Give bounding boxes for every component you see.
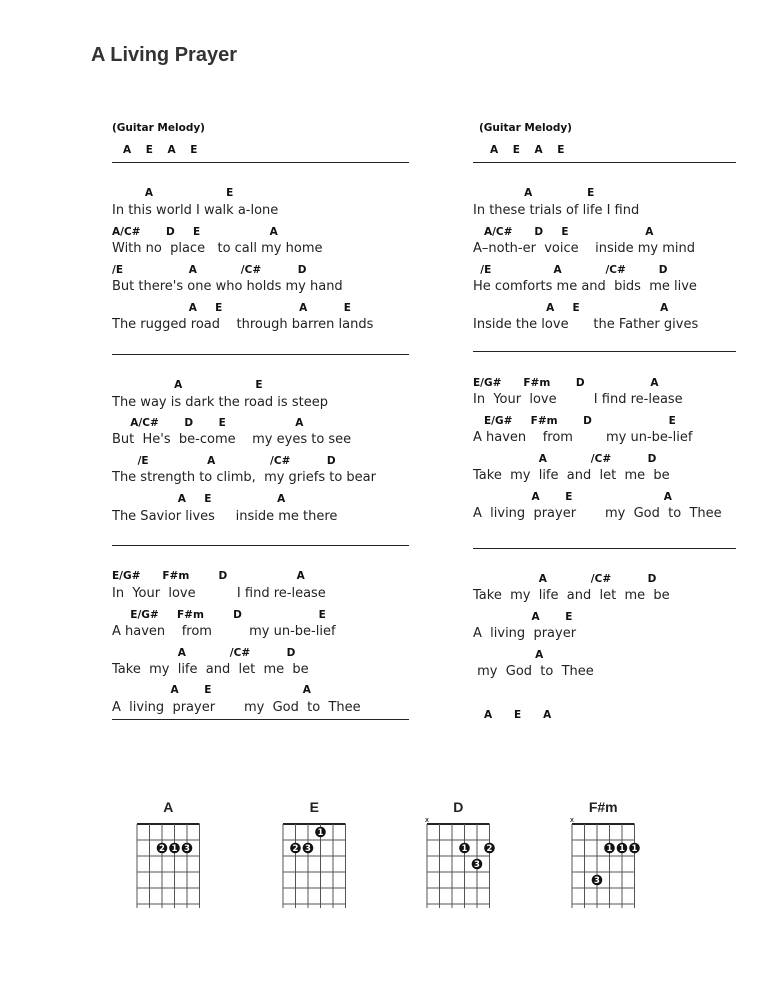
section-label: (Guitar Melody) bbox=[479, 122, 572, 134]
lyric-line: But He's be-come my eyes to see bbox=[112, 432, 352, 447]
chord-line: E/G# F#m D E bbox=[473, 415, 676, 427]
section-label: (Guitar Melody) bbox=[112, 122, 205, 134]
chord-line: A/C# D E A bbox=[112, 226, 278, 238]
divider bbox=[473, 351, 736, 352]
page-title: A Living Prayer bbox=[91, 44, 237, 66]
chord-diagram-A bbox=[131, 816, 206, 910]
chord-line: /E A /C# D bbox=[112, 455, 336, 467]
chord-line: A/C# D E A bbox=[112, 417, 304, 429]
finger-number: 2 bbox=[292, 844, 299, 855]
finger-number: 1 bbox=[606, 844, 613, 855]
chord-line: E/G# F#m D E bbox=[112, 609, 326, 621]
lyric-line: The strength to climb, my griefs to bear bbox=[112, 470, 376, 485]
divider bbox=[473, 162, 736, 163]
divider bbox=[473, 548, 736, 549]
chord-line: /E A /C# D bbox=[112, 264, 307, 276]
divider bbox=[112, 354, 409, 355]
lyric-line: A–noth-er voice inside my mind bbox=[473, 241, 696, 256]
lyric-line: The way is dark the road is steep bbox=[112, 395, 328, 410]
intro-chords: A E A E bbox=[112, 144, 198, 156]
finger-number: 1 bbox=[317, 828, 324, 839]
chord-line: A E A bbox=[473, 491, 672, 503]
lyric-line: Take my life and let me be bbox=[473, 468, 670, 483]
divider bbox=[112, 719, 409, 720]
chord-line: E/G# F#m D A bbox=[112, 570, 305, 582]
chord-diagram-name: D bbox=[453, 799, 464, 815]
lyric-line: A haven from my un-be-lief bbox=[112, 624, 336, 639]
chord-line: A bbox=[473, 649, 544, 661]
chord-line: A/C# D E A bbox=[473, 226, 654, 238]
outro-chords: A E A bbox=[473, 709, 552, 721]
divider bbox=[112, 545, 409, 546]
chord-line: A E bbox=[112, 187, 234, 199]
finger-number: 1 bbox=[619, 844, 625, 855]
chord-line: /E A /C# D bbox=[473, 264, 668, 276]
chord-line: A E A E bbox=[112, 302, 351, 314]
lyric-line: The Savior lives inside me there bbox=[112, 509, 338, 524]
lyric-line: A living prayer bbox=[473, 626, 577, 641]
intro-chords: A E A E bbox=[479, 144, 565, 156]
lyric-line: In these trials of life I find bbox=[473, 203, 640, 218]
finger-number: 3 bbox=[305, 844, 311, 855]
chord-line: A E A bbox=[112, 493, 286, 505]
lyric-line: In this world I walk a-lone bbox=[112, 203, 279, 218]
muted-string-mark: x bbox=[424, 816, 430, 824]
finger-number: 1 bbox=[171, 844, 178, 855]
divider bbox=[112, 162, 409, 163]
lyric-line: A haven from my un-be-lief bbox=[473, 430, 693, 445]
chord-line: A E bbox=[473, 187, 595, 199]
chord-diagram-F#m bbox=[566, 816, 641, 910]
finger-number: 2 bbox=[159, 844, 165, 855]
chord-line: A /C# D bbox=[112, 647, 296, 659]
chord-diagram-name: F#m bbox=[588, 799, 618, 815]
chord-diagram-D bbox=[421, 816, 496, 910]
chord-diagram-name: A bbox=[163, 799, 174, 815]
finger-number: 3 bbox=[184, 844, 190, 855]
lyric-line: Take my life and let me be bbox=[473, 588, 670, 603]
finger-number: 2 bbox=[486, 844, 493, 855]
finger-number: 1 bbox=[461, 844, 468, 855]
finger-number: 1 bbox=[631, 844, 638, 855]
lyric-line: my God to Thee bbox=[473, 664, 594, 679]
lyric-line: A living prayer my God to Thee bbox=[473, 506, 722, 521]
lyric-line: With no place to call my home bbox=[112, 241, 323, 256]
finger-number: 3 bbox=[594, 876, 600, 887]
lyric-line: A living prayer my God to Thee bbox=[112, 700, 361, 715]
finger-number: 3 bbox=[474, 860, 480, 871]
muted-string-mark: x bbox=[569, 816, 575, 824]
chord-line: A E bbox=[473, 611, 573, 623]
chord-line: A /C# D bbox=[473, 573, 657, 585]
lyric-line: But there's one who holds my hand bbox=[112, 279, 343, 294]
lyric-line: In Your love I find re-lease bbox=[112, 586, 326, 601]
lyric-line: He comforts me and bids me live bbox=[473, 279, 697, 294]
lyric-line: The rugged road through barren lands bbox=[112, 317, 374, 332]
chord-line: A E A bbox=[473, 302, 669, 314]
chord-line: A E A bbox=[112, 684, 311, 696]
chord-diagram-name: E bbox=[309, 799, 319, 815]
lyric-line: Inside the love the Father gives bbox=[473, 317, 699, 332]
chord-diagram-E bbox=[277, 816, 352, 910]
chord-line: A E bbox=[112, 379, 263, 391]
lyric-line: Take my life and let me be bbox=[112, 662, 309, 677]
chord-line: A /C# D bbox=[473, 453, 657, 465]
lyric-line: In Your love I find re-lease bbox=[473, 392, 683, 407]
chord-line: E/G# F#m D A bbox=[473, 377, 659, 389]
